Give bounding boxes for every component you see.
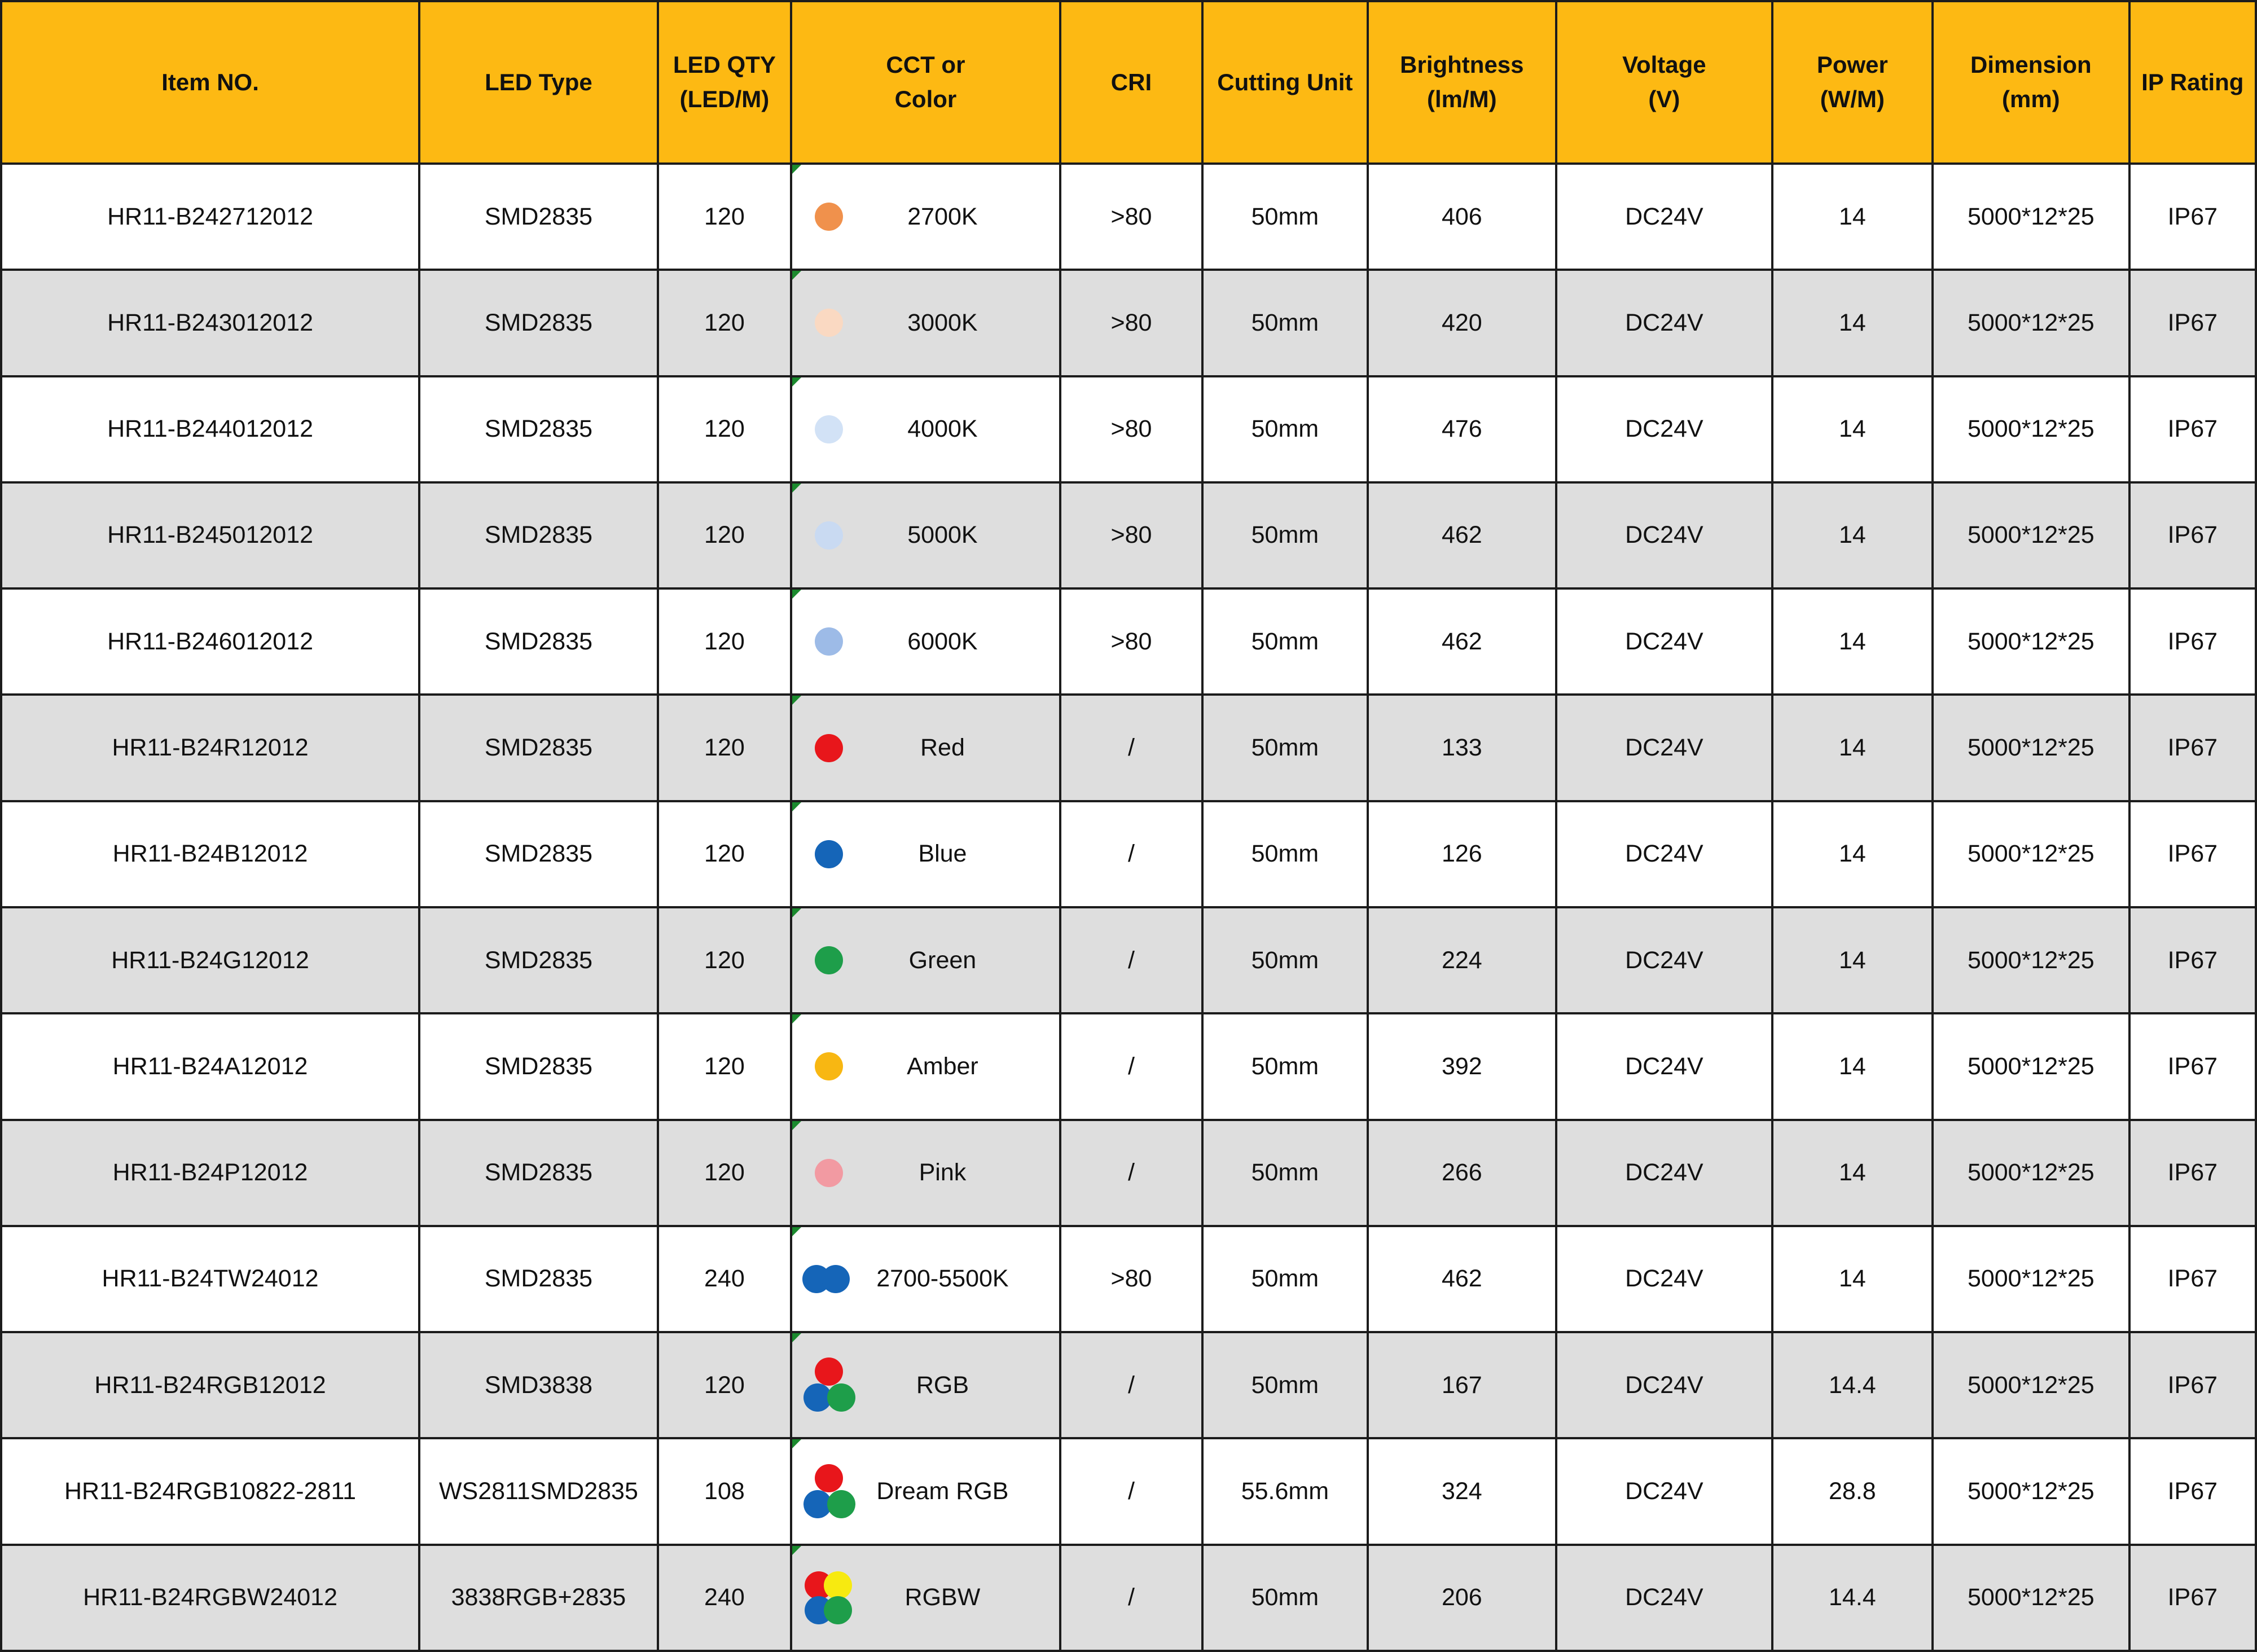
header-row [1,1,2256,164]
column-header-cri [1060,1,1202,164]
cell-power: 14 [1772,1013,1933,1119]
cct-color-label: Green [908,946,977,974]
cell-cut: 50mm [1202,588,1367,695]
cell-dim: 5000*12*25 [1933,376,2129,482]
cell-volt: DC24V [1556,695,1772,801]
table-row [1,1438,2256,1544]
cell-bright: 406 [1368,164,1557,270]
led-color-swatch [802,1242,861,1316]
cct-color-label: 6000K [907,627,978,655]
led-color-dot [827,1490,855,1518]
cell-item: HR11-B24A12012 [1,1013,419,1119]
cell-led_type: SMD2835 [419,1013,658,1119]
cell-corner-marker [792,696,801,705]
led-color-swatch [802,924,861,997]
cell-bright: 476 [1368,376,1557,482]
cell-cut: 50mm [1202,801,1367,907]
cell-qty: 120 [658,376,791,482]
cell-bright: 462 [1368,588,1557,695]
cell-cri: / [1060,695,1202,801]
cell-dim: 5000*12*25 [1933,588,2129,695]
column-header-line: Dimension [1970,51,2092,78]
led-color-swatch [802,1561,861,1635]
cell-ip: IP67 [2129,482,2256,588]
cct-color-label: Amber [907,1052,978,1080]
led-color-swatch [802,711,861,785]
table-row [1,907,2256,1013]
cell-item: HR11-B243012012 [1,270,419,376]
cell-power: 14 [1772,588,1933,695]
column-header-cut [1202,1,1367,164]
cct-color-label: Red [920,734,965,762]
column-header-line: LED Type [485,68,592,95]
cell-corner-marker [792,1333,801,1342]
cell-bright: 324 [1368,1438,1557,1544]
cell-corner-marker [792,802,801,811]
column-header-line: (lm/M) [1427,86,1497,112]
column-header-line: Voltage [1622,51,1706,78]
cell-led_type: SMD2835 [419,164,658,270]
cell-cri: / [1060,1332,1202,1438]
column-header-led_type [419,1,658,164]
led-color-dot [815,1159,843,1187]
cell-item: HR11-B24RGBW24012 [1,1545,419,1651]
cell-power: 14 [1772,695,1933,801]
cell-corner-marker [792,1014,801,1023]
cell-cut: 50mm [1202,907,1367,1013]
cell-qty: 120 [658,164,791,270]
cell-power: 14 [1772,801,1933,907]
cell-ip: IP67 [2129,376,2256,482]
cell-item: HR11-B24G12012 [1,907,419,1013]
cell-volt: DC24V [1556,588,1772,695]
cell-qty: 120 [658,695,791,801]
cell-corner-marker [792,1227,801,1236]
cell-qty: 120 [658,801,791,907]
cell-item: HR11-B244012012 [1,376,419,482]
cell-bright: 462 [1368,482,1557,588]
column-header-dim [1933,1,2129,164]
cell-qty: 120 [658,1120,791,1226]
cell-qty: 120 [658,1332,791,1438]
led-color-dot [824,1571,852,1600]
cct-color-label: Blue [918,840,967,868]
table-row [1,376,2256,482]
led-color-dot [815,734,843,762]
led-color-swatch [802,286,861,359]
cell-cut: 50mm [1202,1013,1367,1119]
led-color-dot [827,1383,855,1412]
column-header-item [1,1,419,164]
cell-cct [791,376,1060,482]
cell-corner-marker [792,271,801,280]
cell-bright: 266 [1368,1120,1557,1226]
table-row [1,482,2256,588]
led-color-dot [824,1596,852,1624]
cell-bright: 392 [1368,1013,1557,1119]
cell-corner-marker [792,1121,801,1130]
cell-power: 14 [1772,1120,1933,1226]
column-header-line: (V) [1648,86,1680,112]
cell-item: HR11-B246012012 [1,588,419,695]
cell-dim: 5000*12*25 [1933,907,2129,1013]
cell-qty: 108 [658,1438,791,1544]
cell-ip: IP67 [2129,1013,2256,1119]
cell-qty: 120 [658,1013,791,1119]
led-color-dot [822,1265,850,1293]
cell-volt: DC24V [1556,1438,1772,1544]
column-header-line: (mm) [2002,86,2060,112]
cell-dim: 5000*12*25 [1933,1013,2129,1119]
cell-cct [791,1332,1060,1438]
cell-cct [791,1438,1060,1544]
cell-cri: / [1060,1438,1202,1544]
cell-item: HR11-B24RGB10822-2811 [1,1438,419,1544]
cell-qty: 120 [658,270,791,376]
cell-bright: 206 [1368,1545,1557,1651]
column-header-bright [1368,1,1557,164]
table-row [1,164,2256,270]
column-header-line: Power [1816,51,1888,78]
cell-volt: DC24V [1556,1013,1772,1119]
cell-corner-marker [792,377,801,386]
cell-corner-marker [792,590,801,599]
column-header-line: Item NO. [161,68,259,95]
column-header-line: LED QTY [673,51,776,78]
cell-dim: 5000*12*25 [1933,1438,2129,1544]
cell-volt: DC24V [1556,801,1772,907]
cell-ip: IP67 [2129,1545,2256,1651]
cell-dim: 5000*12*25 [1933,1545,2129,1651]
table-row [1,1545,2256,1651]
cell-cri: / [1060,907,1202,1013]
table-row [1,1013,2256,1119]
led-color-dot [815,1357,843,1386]
cell-power: 14 [1772,376,1933,482]
led-color-swatch [802,1030,861,1103]
cell-cct [791,1013,1060,1119]
table-row [1,270,2256,376]
column-header-line: CRI [1110,68,1152,95]
cell-bright: 133 [1368,695,1557,801]
cell-cct [791,801,1060,907]
cell-dim: 5000*12*25 [1933,801,2129,907]
cell-ip: IP67 [2129,588,2256,695]
cell-cct [791,482,1060,588]
column-header-line: (LED/M) [679,86,770,112]
table-row [1,695,2256,801]
cell-dim: 5000*12*25 [1933,164,2129,270]
cell-ip: IP67 [2129,1438,2256,1544]
cell-led_type: SMD2835 [419,376,658,482]
column-header-qty [658,1,791,164]
cell-corner-marker [792,165,801,174]
led-color-swatch [802,1455,861,1528]
cell-led_type: 3838RGB+2835 [419,1545,658,1651]
cct-color-label: 4000K [907,415,978,443]
cell-cct [791,270,1060,376]
column-header-ip [2129,1,2256,164]
cell-led_type: SMD2835 [419,907,658,1013]
cell-power: 14 [1772,1226,1933,1332]
cell-led_type: SMD2835 [419,1120,658,1226]
cct-color-label: RGBW [904,1584,981,1611]
cell-cut: 50mm [1202,1545,1367,1651]
led-color-swatch [802,605,861,678]
cell-led_type: SMD2835 [419,801,658,907]
cell-cri: / [1060,1545,1202,1651]
cell-corner-marker [792,1439,801,1448]
cell-ip: IP67 [2129,801,2256,907]
cell-item: HR11-B242712012 [1,164,419,270]
cell-cri: >80 [1060,1226,1202,1332]
cell-cct [791,1120,1060,1226]
led-color-swatch [802,818,861,891]
cell-cri: >80 [1060,270,1202,376]
cell-item: HR11-B24B12012 [1,801,419,907]
led-color-dot [815,521,843,550]
led-color-swatch [802,1136,861,1210]
cell-cct [791,1545,1060,1651]
cell-led_type: SMD2835 [419,482,658,588]
cell-item: HR11-B24TW24012 [1,1226,419,1332]
table-row [1,1226,2256,1332]
cell-ip: IP67 [2129,695,2256,801]
cell-cut: 50mm [1202,1120,1367,1226]
cell-led_type: SMD2835 [419,270,658,376]
cell-bright: 462 [1368,1226,1557,1332]
column-header-cct [791,1,1060,164]
column-header-line: CCT or [886,51,965,78]
cct-color-label: 3000K [907,309,978,336]
cct-color-label: Pink [919,1159,967,1187]
cell-qty: 120 [658,482,791,588]
cell-power: 14 [1772,164,1933,270]
cell-led_type: SMD3838 [419,1332,658,1438]
led-color-swatch [802,393,861,466]
cell-cut: 50mm [1202,164,1367,270]
table-row [1,588,2256,695]
cell-led_type: SMD2835 [419,588,658,695]
cell-item: HR11-B245012012 [1,482,419,588]
cell-cri: >80 [1060,482,1202,588]
led-color-dot [815,1464,843,1492]
column-header-line: Color [894,86,957,112]
column-header-line: Cutting Unit [1217,68,1353,95]
cell-cri: / [1060,1120,1202,1226]
cell-bright: 167 [1368,1332,1557,1438]
cell-volt: DC24V [1556,164,1772,270]
cell-cct [791,164,1060,270]
cell-cut: 50mm [1202,1226,1367,1332]
column-header-power [1772,1,1933,164]
cell-bright: 126 [1368,801,1557,907]
cct-color-label: 2700K [907,203,978,230]
cell-qty: 240 [658,1226,791,1332]
table-row [1,1332,2256,1438]
cell-cct [791,907,1060,1013]
cell-power: 14.4 [1772,1332,1933,1438]
table-row [1,801,2256,907]
cell-led_type: SMD2835 [419,1226,658,1332]
column-header-line: (W/M) [1820,86,1885,112]
cell-volt: DC24V [1556,376,1772,482]
cell-bright: 420 [1368,270,1557,376]
led-color-dot [815,946,843,974]
cell-cri: / [1060,801,1202,907]
cell-cri: >80 [1060,588,1202,695]
table-body [1,164,2256,1651]
cell-dim: 5000*12*25 [1933,1332,2129,1438]
cct-color-label: 5000K [907,521,978,549]
cell-power: 14.4 [1772,1545,1933,1651]
cct-color-label: 2700-5500K [876,1265,1009,1293]
led-color-swatch [802,499,861,572]
column-header-line: IP Rating [2141,68,2244,95]
column-header-line: Brightness [1400,51,1524,78]
cct-color-label: RGB [916,1371,969,1399]
cell-cut: 50mm [1202,1332,1367,1438]
led-color-swatch [802,1348,861,1422]
led-color-dot [815,627,843,656]
cell-ip: IP67 [2129,1120,2256,1226]
cct-color-label: Dream RGB [876,1478,1009,1505]
cell-ip: IP67 [2129,270,2256,376]
cell-volt: DC24V [1556,1120,1772,1226]
cell-cct [791,588,1060,695]
led-color-dot [815,840,843,868]
led-color-swatch [802,180,861,253]
cell-led_type: WS2811SMD2835 [419,1438,658,1544]
cell-ip: IP67 [2129,1226,2256,1332]
cell-dim: 5000*12*25 [1933,270,2129,376]
cell-qty: 120 [658,588,791,695]
cell-cut: 55.6mm [1202,1438,1367,1544]
cell-cut: 50mm [1202,270,1367,376]
cell-power: 28.8 [1772,1438,1933,1544]
led-color-dot [815,415,843,443]
cell-led_type: SMD2835 [419,695,658,801]
led-color-dot [815,309,843,337]
cell-volt: DC24V [1556,907,1772,1013]
cell-ip: IP67 [2129,164,2256,270]
led-color-dot [815,203,843,231]
cell-cut: 50mm [1202,482,1367,588]
cell-cri: >80 [1060,376,1202,482]
cell-cut: 50mm [1202,695,1367,801]
cell-volt: DC24V [1556,1545,1772,1651]
cell-cut: 50mm [1202,376,1367,482]
cell-dim: 5000*12*25 [1933,1120,2129,1226]
cell-item: HR11-B24R12012 [1,695,419,801]
cell-qty: 120 [658,907,791,1013]
cell-volt: DC24V [1556,1332,1772,1438]
led-color-dot [815,1052,843,1080]
cell-corner-marker [792,1546,801,1555]
cell-volt: DC24V [1556,270,1772,376]
cell-corner-marker [792,484,801,493]
cell-volt: DC24V [1556,1226,1772,1332]
cell-ip: IP67 [2129,1332,2256,1438]
cell-cct [791,695,1060,801]
cell-power: 14 [1772,482,1933,588]
column-header-volt [1556,1,1772,164]
cell-bright: 224 [1368,907,1557,1013]
cell-cct [791,1226,1060,1332]
cell-corner-marker [792,908,801,917]
cell-item: HR11-B24RGB12012 [1,1332,419,1438]
cell-dim: 5000*12*25 [1933,695,2129,801]
cell-volt: DC24V [1556,482,1772,588]
cell-cri: / [1060,1013,1202,1119]
cell-item: HR11-B24P12012 [1,1120,419,1226]
cell-dim: 5000*12*25 [1933,482,2129,588]
cell-ip: IP67 [2129,907,2256,1013]
cell-power: 14 [1772,270,1933,376]
cell-cri: >80 [1060,164,1202,270]
cell-power: 14 [1772,907,1933,1013]
cell-dim: 5000*12*25 [1933,1226,2129,1332]
cell-qty: 240 [658,1545,791,1651]
table-row [1,1120,2256,1226]
